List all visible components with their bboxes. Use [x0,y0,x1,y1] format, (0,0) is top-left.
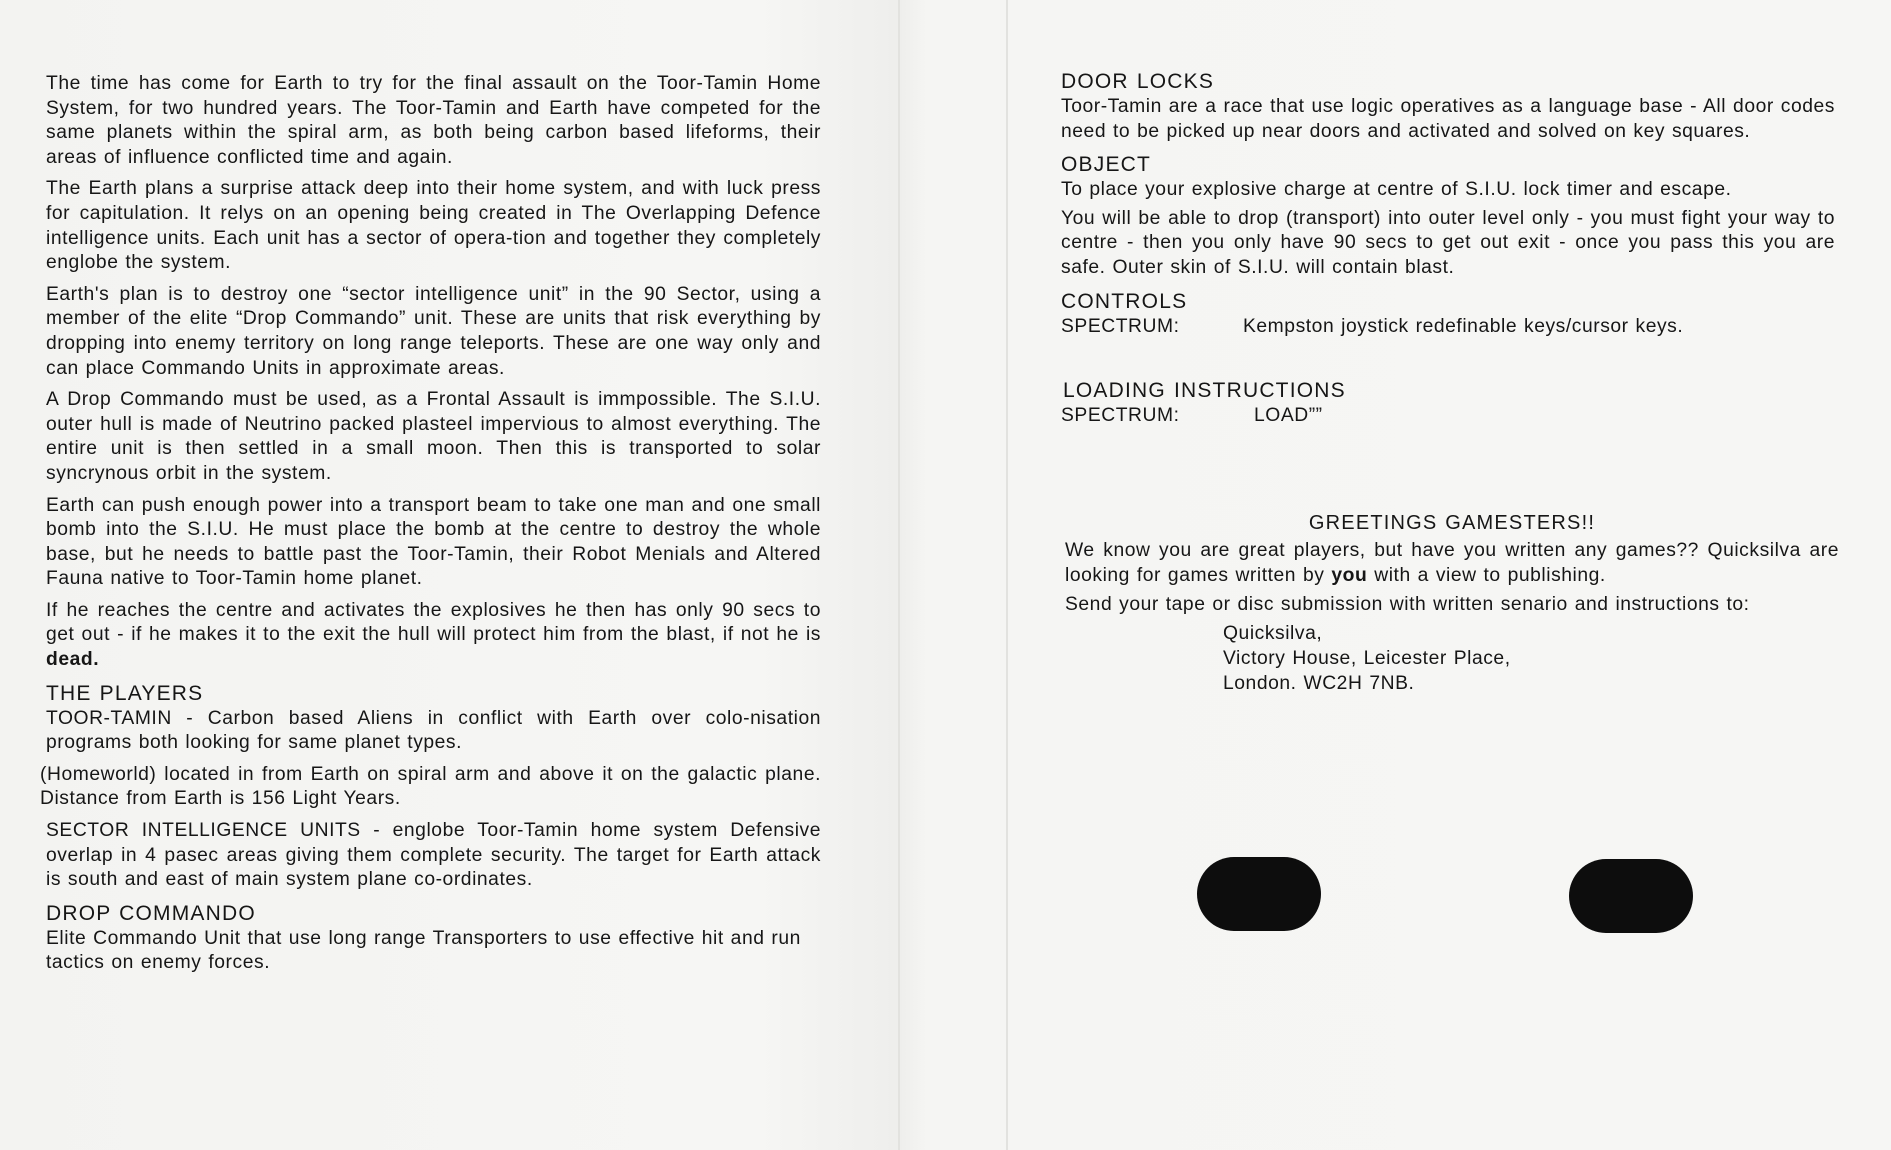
address-line: London. WC2H 7NB. [1223,673,1415,695]
greetings-section [1065,511,1839,696]
object-text: You will be able to drop (transport) into outer level only - you must fight your way to centre - then you only have 90 secs to get out exit - once you pass this you are safe. Outer skin of S.I.U. will contain blast. [1061,207,1835,278]
escape-paragraph [46,599,821,673]
left-column [40,72,821,983]
intro-paragraph: The time has come for Earth to try for the final assault on the Toor-Tamin Home System, for two hundred years. The Toor-Tamin and Earth have competed for the same planets within the spiral arm, as both being carbon based lifeforms, their areas of influence conflicted time and again. [46,73,821,168]
address-line: Quicksilva, [1223,623,1323,645]
greetings-title: GREETINGS GAMESTERS!! [1308,511,1596,534]
door-locks-heading: DOOR LOCKS [1061,70,1215,93]
controls-platform: SPECTRUM: [1061,315,1180,337]
send-text: Send your tape or disc submission with written senario and instructions to: [1065,593,1750,615]
intro-paragraph: Earth can push enough power into a transport beam to take one man and one small bomb into the S.I.U. He must place the bomb at the centre to destroy the whole base, but he needs to battle past the Toor-Tamin, their Robot Menials and Altered Fauna native to Toor-Tamin home planet. [46,494,821,590]
object-text: To place your explosive charge at centre of S.I.U. lock timer and escape. [1061,179,1732,201]
greetings-text-b: with a view to publishing. [1374,564,1606,586]
greetings-text [1065,539,1839,588]
fold-line [1006,0,1008,1150]
intro-paragraph: Earth's plan is to destroy one “sector intelligence unit” in the 90 Sector, using a member of the elite “Drop Commando” unit. These are units that risk everything by dropping into enemy territory on long range teleports. These are one way only and can place Commando Units in approximate areas. [46,283,821,379]
players-paragraph: (Homeworld) located in from Earth on spiral arm and above it on the galactic plane. Distance from Earth is 156 Light Years. [40,763,821,810]
escape-text: If he reaches the centre and activates the explosives he then has only 90 secs to get out - if he makes it to the exit the hull will protect him from the blast, if not he is [46,599,821,646]
controls-row [1061,315,1835,340]
loading-heading: LOADING INSTRUCTIONS [1063,379,1346,403]
loading-row [1061,404,1835,429]
intro-paragraph: The Earth plans a surprise attack deep into their home system, and with luck press for capitulation. It relys on an opening being created in The Overlapping Defence intelligence units. Each unit has a sector of opera-tion and together they completely englobe the system. [46,178,821,274]
loading-platform: SPECTRUM: [1061,405,1180,427]
object-heading: OBJECT [1061,153,1152,177]
players-paragraph: SECTOR INTELLIGENCE UNITS - englobe Toor-Tamin home system Defensive overlap in 4 pasec areas giving them complete security. The target for Earth attack is south and east of main system plane co-ordinates. [46,820,821,891]
dead-word: dead. [46,649,100,671]
right-column [1061,68,1839,696]
controls-heading: CONTROLS [1061,289,1188,313]
punched-hole [1197,857,1321,931]
intro-paragraph: A Drop Commando must be used, as a Frontal Assault is immpossible. The S.I.U. outer hull is made of Neutrino packed plasteel impervious to almost everything. The entire unit is then settled in a small moon. Then this is transported to solar syncrynous orbit in the system. [46,389,821,484]
drop-commando-heading: DROP COMMANDO [46,901,256,925]
door-locks-text: Toor-Tamin are a race that use logic operatives as a language base - All door codes need to be picked up near doors and activated and solved on key squares. [1061,96,1835,142]
address-block [1223,621,1839,696]
drop-commando-text: Elite Commando Unit that use long range Transporters to use effective hit and run tactics on enemy forces. [46,927,801,974]
loading-value: LOAD”” [1254,405,1323,427]
address-line: Victory House, Leicester Place, [1223,648,1511,670]
punched-hole [1569,859,1693,933]
players-heading: THE PLAYERS [46,681,204,705]
greetings-text-a: We know you are great players, but have you written any games?? Quicksilva are looking for games written by [1065,540,1839,586]
greetings-bold: you [1331,564,1368,586]
players-paragraph: TOOR-TAMIN - Carbon based Aliens in conflict with Earth over colo-nisation programs both looking for same planet types. [46,707,821,754]
fold-line [898,0,900,1150]
controls-value: Kempston joystick redefinable keys/cursor keys. [1243,315,1684,337]
